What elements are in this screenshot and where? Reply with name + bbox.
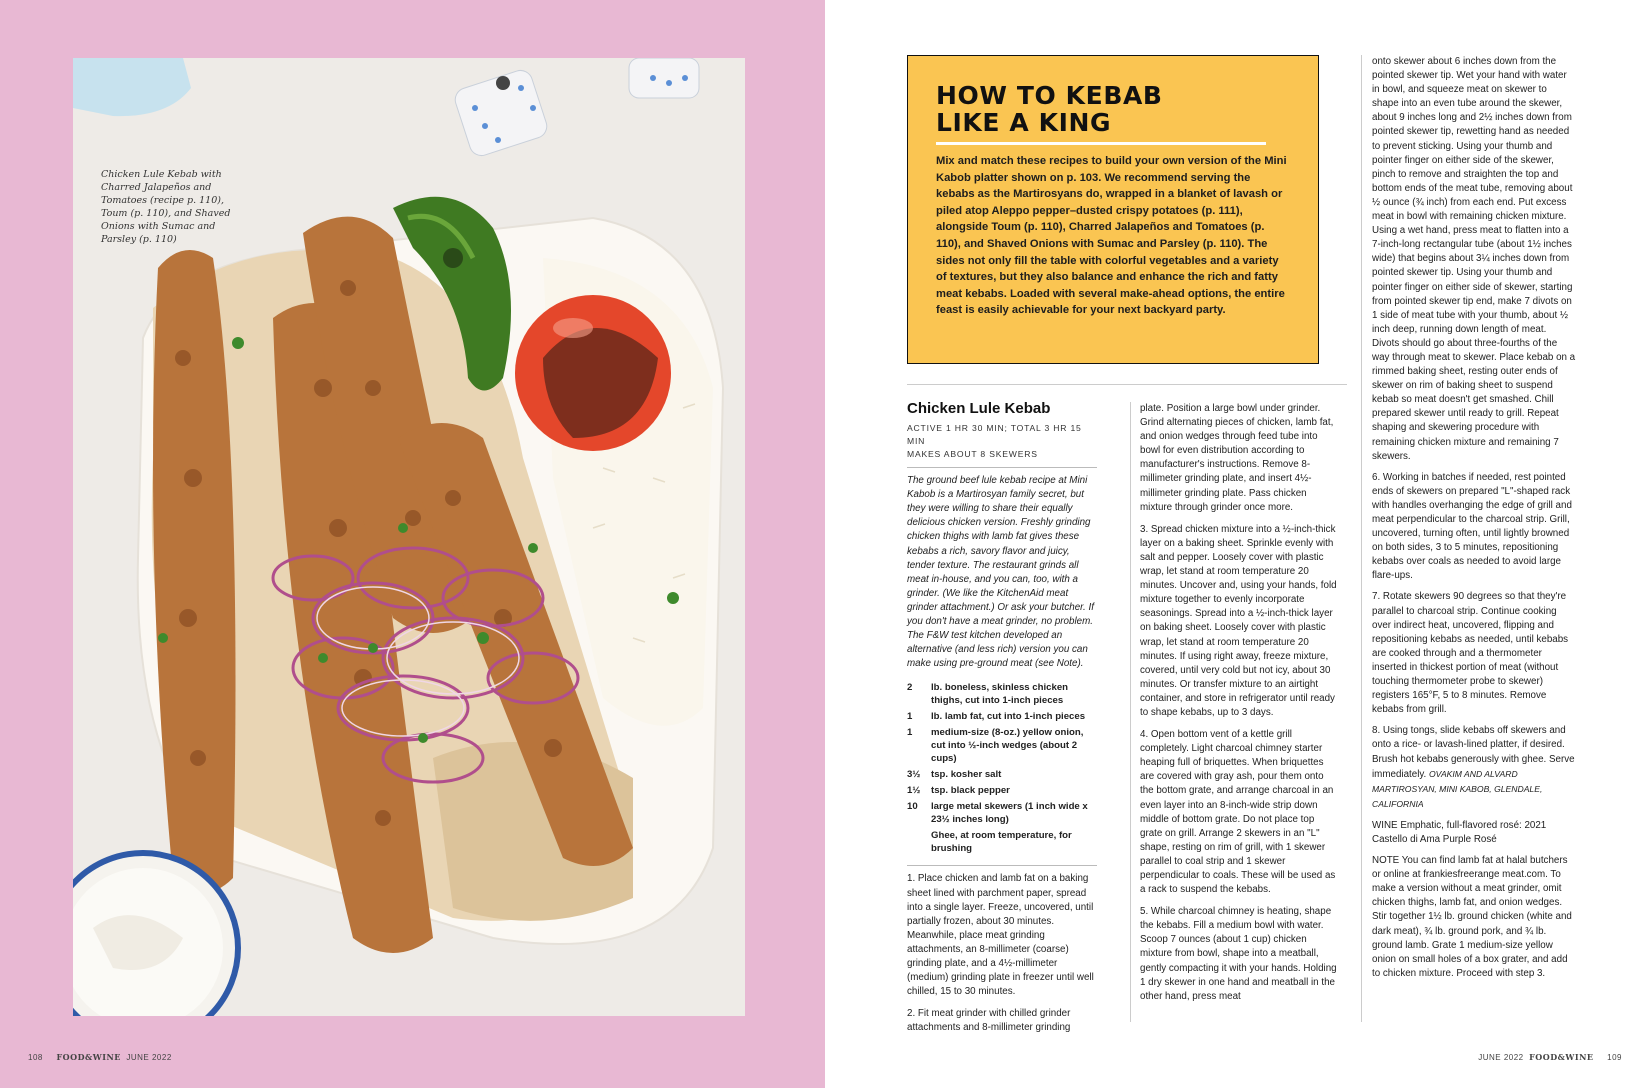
ingredient-quantity xyxy=(907,829,931,855)
ingredient-item xyxy=(907,768,1097,781)
feature-title xyxy=(936,82,1290,136)
ingredient-list xyxy=(907,681,1097,855)
step-2: 2. Fit meat grinder with chilled grinder attachments and 8-millimeter grinding xyxy=(907,1008,1071,1034)
ingredient-text: tsp. kosher salt xyxy=(931,769,1002,781)
column-divider xyxy=(1130,402,1131,1022)
step-3: 3. Spread chicken mixture into a ½-inch-thick layer on a baking sheet. Sprinkle evenly with salt and pepper. Loosely cover with plastic wrap, let stand at room temperature 20 minutes. Uncover and, using your hands, fold mixture together to evenly incorporate seasonings. Spread into a ½-inch-thick layer on baking sheet. Loosely cover with plastic wrap, let stand at room temperature 20 minutes. If using right away, freeze mixture, covered, until very cold but not icy, about 30 minutes. Or transfer mixture to an airtight container, and store in refrigerator until ready to shape kebabs, up to 3 days. xyxy=(1140,523,1337,718)
brand-logo: FOOD&WINE xyxy=(56,1052,121,1062)
brand-logo: FOOD&WINE xyxy=(1529,1052,1594,1062)
ingredient-quantity: 3½ xyxy=(907,769,921,781)
ingredient-item xyxy=(907,710,1097,723)
recipe-time: ACTIVE 1 HR 30 MIN; TOTAL 3 HR 15 MIN xyxy=(907,423,1082,447)
note-label: NOTE xyxy=(1372,855,1400,867)
folio-left xyxy=(28,1052,172,1062)
section-divider xyxy=(907,384,1347,385)
ingredient-quantity: 1 xyxy=(907,711,913,723)
kebab-photo xyxy=(73,58,745,1016)
ingredient-item xyxy=(907,800,1097,826)
recipe-credit: OVAKIM AND ALVARD MARTIROSYAN, MINI KABOB, GLENDALE, CALIFORNIA xyxy=(1372,768,1543,809)
page-number: 108 xyxy=(28,1053,43,1062)
note-text: You can find lamb fat at halal butchers or online at frankiesfreerange meat.com. To make a version without a meat grinder, omit chicken thighs, lamb fat, and onion wedges. Stir together 1½ lb. ground chicken (white and dark meat), ¾ lb. ground pork, and ¾ lb. ground lamb. Grate 1 medium-size yellow onion on small holes of a box grater, and add to chicken mixture. Proceed with step 3. xyxy=(1372,855,1572,979)
recipe-column-1 xyxy=(907,402,1097,1043)
ingredient-text: lb. boneless, skinless chicken thighs, cut into 1-inch pieces xyxy=(931,682,1069,707)
ingredient-text: medium-size (8-oz.) yellow onion, cut into ½-inch wedges (about 2 cups) xyxy=(931,727,1084,765)
step-5-continued: onto skewer about 6 inches down from the pointed skewer tip. Wet your hand with water in bowl, and squeeze meat on skewer to shape into an even tube around the skewer, about 9 inches long and 2½ inches down from pointed skewer tip, rewetting hand as needed to prevent sticking. Using your thumb and pointer finger on either side of the skewer, pinch to remove and straighten the top and bottom ends of the meat tube, removing about ½ ounce (¾ inch) from each end. Put excess meat in bowl with remaining chicken mixture. Using a wet hand, press meat to flatten into a 7-inch-long rectangular tube (about 1½ inches wide) that begins about 3¼ inches down from pointed skewer tip. Using your thumb and pointer finger on either side of skewer, starting from pointed skewer tip end, make 7 divots on 1 side of meat tube with your thumb, about ½ inch deep, running down length of meat. Divots should go about three-fourths of the way through meat to skewer. Place kebab on a rimmed baking sheet, resting outer ends of skewer on rim of baking sheet to suspend kebab so meat doesn't get smashed. Chill prepared skewer until ready to grill. Repeat shaping and skewering procedure with remaining chicken mixture and remaining 7 skewers. xyxy=(1372,56,1576,462)
step-8-text: 8. Using tongs, slide kebabs off skewers and onto a rice- or lavash-lined platter, if desired. Brush hot kebabs generously with ghee. Serve immediately. xyxy=(1372,725,1575,780)
photo-caption: Chicken Lule Kebab with Charred Jalapeños and Tomatoes (recipe p. 110), Toum (p. 110), and Shaved Onions with Sumac and Parsley (p. 110) xyxy=(101,169,231,245)
ingredient-text: lb. lamb fat, cut into 1-inch pieces xyxy=(931,711,1086,723)
ingredient-quantity: 2 xyxy=(907,682,913,694)
ingredient-item xyxy=(907,726,1097,765)
ingredient-text: Ghee, at room temperature, for brushing xyxy=(931,830,1072,855)
divider xyxy=(907,865,1097,866)
ingredient-item xyxy=(907,829,1097,855)
step-5: 5. While charcoal chimney is heating, shape the kebabs. Fill a medium bowl with water. Scoop 7 ounces (about 1 cup) chicken mixture from bowl, shape into a meatball, gently compacting it with your hands. Holding 1 dry skewer in one hand and meatball in the other hand, press meat xyxy=(1140,906,1337,1002)
ingredient-item xyxy=(907,681,1097,707)
issue-date: JUNE 2022 xyxy=(1478,1053,1524,1062)
ingredient-text: tsp. black pepper xyxy=(931,785,1010,797)
feature-title-line-2: LIKE A KING xyxy=(936,108,1112,137)
page-number: 109 xyxy=(1607,1053,1622,1062)
folio-right xyxy=(1478,1052,1622,1062)
recipe-column-2 xyxy=(1140,402,1339,1012)
recipe-yield: MAKES ABOUT 8 SKEWERS xyxy=(907,449,1038,460)
recipe-title: Chicken Lule Kebab xyxy=(907,400,1051,417)
step-8 xyxy=(1372,724,1576,812)
feature-title-line-1: HOW TO KEBAB xyxy=(936,81,1163,110)
step-7: 7. Rotate skewers 90 degrees so that they're parallel to charcoal strip. Continue cooking over indirect heat, uncovered, flipping and repositioning kebabs as needed, until kebabs are cooked through and a thermometer inserted in thickest portion of meat (without touching thermometer probe to skewer) registers 165°F, 5 to 8 minutes. Remove kebabs from grill. xyxy=(1372,591,1569,716)
wine-pairing xyxy=(1372,819,1576,847)
wine-text: Emphatic, full-flavored rosé: 2021 Castello di Ama Purple Rosé xyxy=(1372,819,1547,845)
ingredient-quantity: 10 xyxy=(907,801,918,813)
right-page xyxy=(825,0,1650,1088)
step-6: 6. Working in batches if needed, rest pointed ends of skewers on prepared "L"-shaped rack with handles overhanging the edge of grill and meat perpendicular to the charcoal strip. Grill, uncovered, turning often, until lightly browned on both sides, 3 to 5 minutes, repositioning kebabs over coals as needed to avoid large flare-ups. xyxy=(1372,471,1572,582)
step-4: 4. Open bottom vent of a kettle grill completely. Light charcoal chimney starter heaping full of briquettes. When briquettes are covered with gray ash, pour them onto the bottom grate, and arrange charcoal in an even layer into an 8-inch-wide strip down middle of bottom grate. Do not place top grate on grill. Arrange 2 skewers in an "L" shape, resting on rim of grill, with 1 skewer parallel to coal strip and 1 skewer perpendicular to coals. These will be used as a rack to suspend the kebabs. xyxy=(1140,729,1336,896)
feature-rule xyxy=(936,142,1266,145)
step-2-continued: plate. Position a large bowl under grinder. Grind alternating pieces of chicken, lamb fat, and onion wedges through feed tube into bowl for even distribution according to manufacturer's instructions. Remove 8-millimeter grinding plate, and insert 4½-millimeter grinding plate. Pass chicken mixture through grinder once more. xyxy=(1140,403,1334,513)
recipe-intro: The ground beef lule kebab recipe at Mini Kabob is a Martirosyan family secret, but they were willing to share their equally delicious chicken version. Freshly grinding chicken thighs with lamb fat gives these kebabs a rich, savory flavor and juicy, tender texture. The restaurant grinds all meat in-house, and you can, too, with a grinder. (We like the KitchenAid meat grinder attachment.) Or ask your butcher. If you don't have a meat grinder, no problem. The F&W test kitchen developed an alternative (and less rich) version you can make using pre-ground meat (see Note). xyxy=(907,467,1097,671)
recipe-column-3 xyxy=(1372,55,1576,988)
feature-body: Mix and match these recipes to build your own version of the Mini Kabob platter shown on p. 103. We recommend serving the kebabs as the Martirosyans do, wrapped in a blanket of lavash or piled atop Aleppo pepper–dusted crispy potatoes (p. 111), alongside Toum (p. 110), Charred Jalapeños and Tomatoes (p. 110), and Shaved Onions with Sumac and Parsley (p. 110). The sides not only fill the table with colorful vegetables and a variety of textures, but they also balance and enhance the rich and fatty meat kebabs. Loaded with several make-ahead options, the entire feast is easily achievable for your next backyard party. xyxy=(936,155,1287,317)
ingredient-text: large metal skewers (1 inch wide x 23½ inches long) xyxy=(931,801,1088,826)
issue-date: JUNE 2022 xyxy=(126,1053,172,1062)
recipe-meta xyxy=(907,422,1097,461)
ingredient-quantity: 1½ xyxy=(907,785,921,797)
recipe-note xyxy=(1372,854,1576,981)
wine-label: WINE xyxy=(1372,819,1398,831)
feature-box xyxy=(907,55,1319,364)
ingredient-item xyxy=(907,784,1097,797)
column-divider xyxy=(1361,55,1362,1022)
step-1: 1. Place chicken and lamb fat on a baking sheet lined with parchment paper, spread into a single layer. Freeze, uncovered, until partially frozen, about 30 minutes. Meanwhile, place meat grinding attachments, an 8-millimeter (coarse) grinding plate, and a 4½-millimeter (medium) grinding plate in freezer until well chilled, 15 to 30 minutes. xyxy=(907,873,1094,998)
ingredient-quantity: 1 xyxy=(907,727,913,739)
